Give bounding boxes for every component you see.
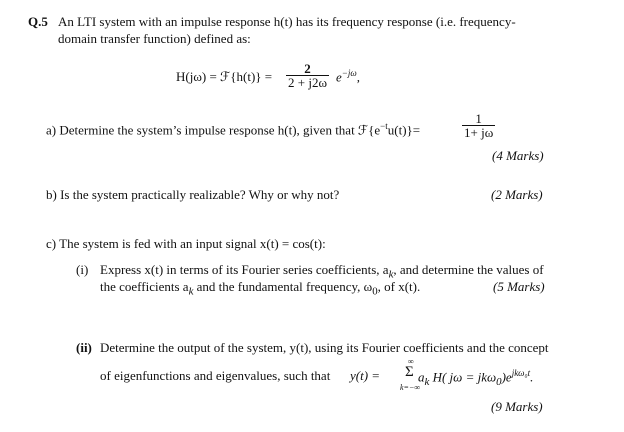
formula-a: a — [418, 369, 425, 385]
summation-symbol: Σ — [405, 364, 414, 380]
part-a-label: a) — [46, 122, 57, 138]
sum-lower-limit: k=−∞ — [400, 383, 421, 392]
part-c-ii-label: (ii) — [76, 340, 92, 355]
formula-lhs: y(t) = — [350, 368, 381, 383]
question-intro-line2: domain transfer function) defined as: — [58, 31, 251, 46]
part-c-ii-marks: (9 Marks) — [491, 399, 543, 414]
part-c-i-marks: (5 Marks) — [493, 279, 545, 294]
transfer-function-denominator: 2 + j2ω — [288, 75, 327, 90]
part-c-text: The system is fed with an input signal x(t) = cos(t): — [59, 236, 326, 251]
c-i-line1-text: Express x(t) in terms of its Fourier series coefficients, a — [100, 262, 389, 277]
c-i-line2-mid: and the fundamental frequency, ω — [193, 279, 373, 294]
part-c-ii-line1: Determine the output of the system, y(t), using its Fourier coefficients and the concept — [100, 340, 549, 355]
formula-omega-sub: 0 — [496, 375, 502, 388]
part-b-marks: (2 Marks) — [491, 187, 543, 202]
part-c-i-label: (i) — [76, 262, 89, 277]
question-intro-line1: An LTI system with an impulse response h(t) has its frequency response (i.e. frequency- — [58, 14, 516, 29]
transfer-function-numerator: 2 — [286, 62, 329, 76]
part-c-ii-line2: of eigenfunctions and eigenvalues, such that — [100, 368, 331, 383]
part-a-text-after: u(t)}= — [387, 122, 421, 138]
exp-sup: −jω — [341, 68, 357, 78]
part-b-label: b) — [46, 187, 57, 202]
part-b-text: Is the system practically realizable? Why or why not? — [60, 187, 340, 202]
formula-close: )e — [501, 369, 512, 385]
c-i-line2-sub2: 0 — [372, 285, 378, 298]
part-c-i-line1 — [100, 262, 544, 281]
transfer-function-exponential — [336, 68, 360, 85]
eq-tail: , — [356, 69, 360, 85]
formula-end: . — [530, 369, 534, 385]
formula-exp-sup: jkω₀t — [511, 368, 531, 378]
part-c-line — [46, 236, 326, 252]
transfer-function-lhs: H(jω) = ℱ{h(t)} = — [176, 69, 273, 84]
c-i-line2-sub: k — [188, 285, 194, 298]
part-a-frac-den: 1+ jω — [464, 125, 494, 140]
exp-base: e — [336, 69, 342, 85]
part-a-text: Determine the system’s impulse response h(t), given that ℱ{e — [59, 122, 381, 138]
part-a-sup: −t — [380, 121, 388, 131]
part-b-line — [46, 187, 339, 203]
question-number: Q.5 — [28, 14, 48, 29]
part-a-frac-num: 1 — [462, 112, 495, 126]
part-a-marks: (4 Marks) — [492, 148, 544, 163]
part-a-fraction — [462, 112, 495, 140]
part-a-line — [46, 121, 420, 138]
part-c-i-line2 — [100, 279, 420, 298]
transfer-function-fraction — [286, 62, 329, 90]
c-i-line1-sub: k — [388, 268, 394, 281]
formula-mid: H( jω = jkω — [429, 369, 497, 385]
formula-body — [418, 368, 533, 388]
c-i-line2-text: the coefficients a — [100, 279, 189, 294]
sum-upper-limit: ∞ — [408, 357, 414, 366]
c-i-line1-end: , and determine the values of — [393, 262, 544, 277]
c-i-line2-end: , of x(t). — [377, 279, 421, 294]
formula-a-sub: k — [424, 375, 430, 388]
part-c-label: c) — [46, 236, 57, 251]
